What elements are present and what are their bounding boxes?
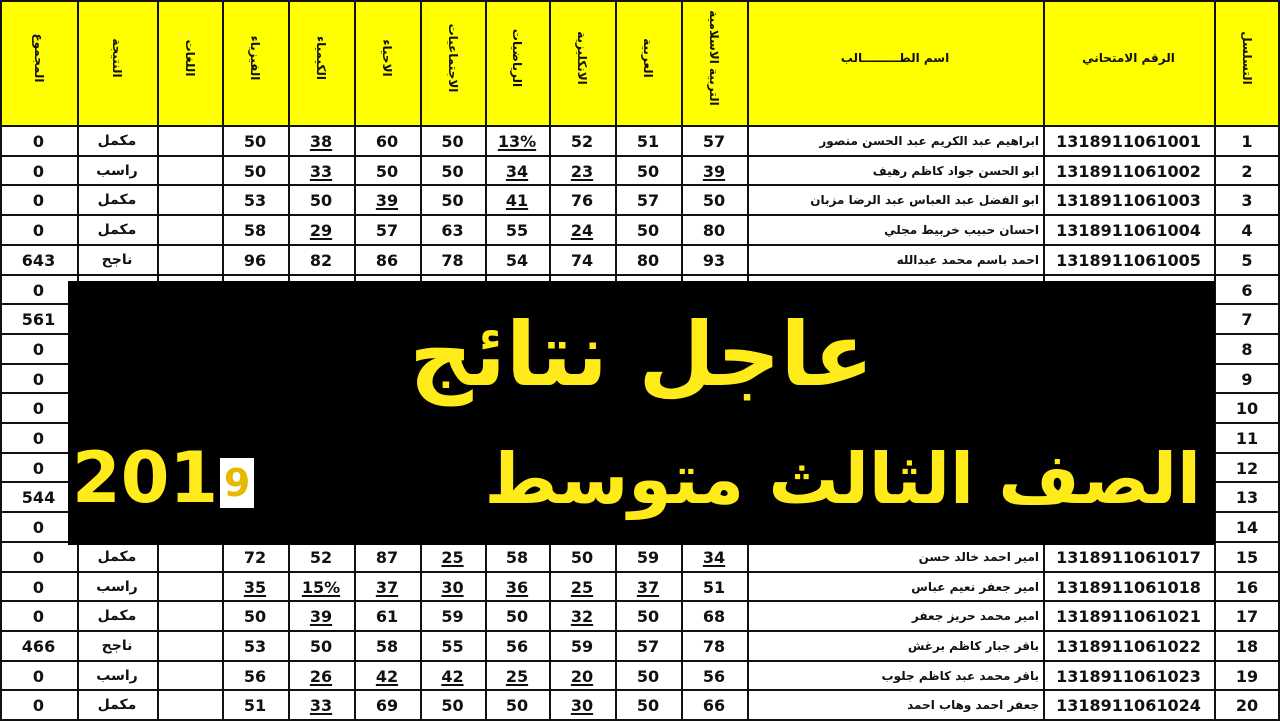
cell-chemistry: 38 <box>309 132 333 151</box>
cell-seq: 8 <box>1241 340 1253 359</box>
cell-result: راسب <box>96 579 138 595</box>
cell-math: 50 <box>505 696 529 715</box>
cell-social: 50 <box>441 191 464 210</box>
header-label-seq: التسلسل <box>1240 31 1254 85</box>
cell-name: امير محمد حريز جعفر <box>911 609 1039 623</box>
cell-islamic: 39 <box>702 162 726 181</box>
cell-result: مكمل <box>97 697 137 713</box>
cell-seq: 7 <box>1241 310 1253 329</box>
cell-exam_no: 1318911061001 <box>1056 132 1201 151</box>
cell-social: 59 <box>441 607 464 626</box>
cell-exam_no: 1318911061002 <box>1056 162 1201 181</box>
cell-social: 78 <box>441 251 464 270</box>
cell-arabic: 59 <box>636 548 660 567</box>
cell-name: جعفر احمد وهاب احمد <box>907 698 1039 712</box>
cell-english: 76 <box>570 191 594 210</box>
header-label-islamic: التربية الاسلامية <box>707 10 721 106</box>
cell-total: 0 <box>32 548 45 567</box>
header-label-social: الاجتماعيات <box>445 23 460 93</box>
cell-result: مكمل <box>97 608 137 624</box>
cell-arabic: 50 <box>636 696 660 715</box>
cell-result: راسب <box>96 668 138 684</box>
cell-total: 0 <box>32 399 45 418</box>
cell-physics: 72 <box>243 548 267 567</box>
cell-english: 74 <box>570 251 594 270</box>
cell-seq: 1 <box>1241 132 1253 151</box>
cell-seq: 10 <box>1235 399 1259 418</box>
cell-physics: 51 <box>243 696 267 715</box>
cell-english: 20 <box>570 667 594 686</box>
cell-biology: 57 <box>375 221 399 240</box>
cell-chemistry: 39 <box>309 607 333 626</box>
cell-math: 36 <box>505 578 529 597</box>
cell-islamic: 51 <box>702 578 726 597</box>
cell-social: 50 <box>441 132 464 151</box>
cell-arabic: 57 <box>636 637 660 656</box>
cell-name: احمد باسم محمد عبدالله <box>896 253 1039 267</box>
cell-physics: 50 <box>243 607 267 626</box>
cell-name: ابو الفضل عبد العباس عبد الرضا مزبان <box>810 193 1039 207</box>
cell-languages <box>157 157 222 186</box>
cell-biology: 58 <box>375 637 399 656</box>
cell-seq: 16 <box>1235 578 1259 597</box>
cell-result: مكمل <box>97 133 137 149</box>
cell-physics: 96 <box>243 251 267 270</box>
cell-islamic: 50 <box>702 191 726 210</box>
cell-result: راسب <box>96 163 138 179</box>
cell-arabic: 50 <box>636 162 660 181</box>
cell-exam_no: 1318911061023 <box>1056 667 1201 686</box>
cell-name: امير جعفر نعيم عباس <box>911 580 1039 594</box>
cell-math: 55 <box>505 221 529 240</box>
cell-total: 0 <box>32 607 45 626</box>
cell-languages <box>157 602 222 631</box>
cell-social: 30 <box>441 578 464 597</box>
cell-result: ناجح <box>101 638 133 654</box>
cell-islamic: 56 <box>702 667 726 686</box>
cell-arabic: 50 <box>636 607 660 626</box>
cell-social: 42 <box>441 667 464 686</box>
cell-result: مكمل <box>97 222 137 238</box>
cell-chemistry: 52 <box>309 548 333 567</box>
cell-total: 0 <box>32 162 45 181</box>
header-label-total: المجموع <box>31 33 46 83</box>
cell-seq: 11 <box>1235 429 1259 448</box>
header-label-chemistry: الكيمياء <box>314 35 328 81</box>
cell-total: 0 <box>32 132 45 151</box>
cell-biology: 61 <box>375 607 399 626</box>
cell-seq: 18 <box>1235 637 1259 656</box>
cell-chemistry: 82 <box>309 251 333 270</box>
cell-total: 0 <box>32 459 45 478</box>
cell-physics: 53 <box>243 191 267 210</box>
cell-total: 0 <box>32 578 45 597</box>
cell-islamic: 68 <box>702 607 726 626</box>
cell-languages <box>157 662 222 691</box>
cell-islamic: 78 <box>702 637 726 656</box>
cell-seq: 14 <box>1235 518 1259 537</box>
cell-chemistry: 33 <box>309 162 333 181</box>
header-label-english: الانكليزية <box>575 31 589 85</box>
cell-chemistry: 26 <box>309 667 333 686</box>
cell-total: 0 <box>32 429 45 448</box>
cell-physics: 50 <box>243 162 267 181</box>
cell-physics: 58 <box>243 221 267 240</box>
headline-banner <box>68 281 1215 545</box>
cell-languages <box>157 573 222 602</box>
cell-physics: 50 <box>243 132 267 151</box>
cell-name: احسان حبيب خربيط مجلي <box>884 223 1039 237</box>
header-label-arabic: العربية <box>641 38 655 78</box>
header-label-name: اسم الطـــــــــالب <box>840 51 950 65</box>
cell-total: 544 <box>21 488 56 507</box>
cell-exam_no: 1318911061005 <box>1056 251 1201 270</box>
cell-total: 561 <box>21 310 56 329</box>
cell-name: ابو الحسن جواد كاظم رهيف <box>872 164 1039 178</box>
cell-english: 59 <box>570 637 594 656</box>
header-label-physics: الفيزياء <box>248 35 262 81</box>
cell-math: 56 <box>505 637 529 656</box>
header-label-result: النتيجة <box>110 38 124 78</box>
banner-title: عاجل نتائج <box>409 303 874 406</box>
cell-seq: 2 <box>1241 162 1253 181</box>
cell-arabic: 57 <box>636 191 660 210</box>
header-label-exam_no: الرقم الامتحاني <box>1082 51 1175 65</box>
cell-chemistry: 50 <box>309 191 333 210</box>
cell-seq: 5 <box>1241 251 1253 270</box>
cell-seq: 13 <box>1235 488 1259 507</box>
cell-math: 41 <box>505 191 529 210</box>
cell-social: 50 <box>441 696 464 715</box>
cell-languages <box>157 691 222 720</box>
cell-seq: 19 <box>1235 667 1259 686</box>
banner-year-digits: 201 <box>72 437 219 519</box>
cell-math: 50 <box>505 607 529 626</box>
header-label-math: الرياضيات <box>510 28 524 88</box>
cell-exam_no: 1318911061022 <box>1056 637 1201 656</box>
cell-exam_no: 1318911061017 <box>1056 548 1201 567</box>
cell-english: 25 <box>570 578 594 597</box>
cell-total: 0 <box>32 340 45 359</box>
cell-arabic: 37 <box>636 578 660 597</box>
cell-arabic: 51 <box>636 132 660 151</box>
cell-name: باقر جبار كاظم برغش <box>907 639 1039 653</box>
cell-seq: 6 <box>1241 281 1253 300</box>
banner-subtitle: الصف الثالث متوسط <box>484 438 1201 520</box>
header-label-languages: اللغات <box>182 39 197 77</box>
cell-total: 0 <box>32 696 45 715</box>
cell-total: 0 <box>32 518 45 537</box>
cell-total: 0 <box>32 281 45 300</box>
cell-seq: 3 <box>1241 191 1253 210</box>
cell-biology: 39 <box>375 191 399 210</box>
cell-islamic: 34 <box>702 548 726 567</box>
cell-exam_no: 1318911061004 <box>1056 221 1201 240</box>
cell-chemistry: 33 <box>309 696 333 715</box>
cell-social: 55 <box>441 637 464 656</box>
cell-total: 0 <box>32 191 45 210</box>
cell-english: 52 <box>570 132 594 151</box>
cell-seq: 17 <box>1235 607 1259 626</box>
cell-arabic: 50 <box>636 667 660 686</box>
cell-english: 23 <box>570 162 594 181</box>
cell-social: 25 <box>441 548 464 567</box>
cell-total: 643 <box>21 251 56 270</box>
cell-social: 50 <box>441 162 464 181</box>
banner-year-last-digit: 9 <box>220 458 254 508</box>
cell-islamic: 57 <box>702 132 726 151</box>
cell-arabic: 80 <box>636 251 660 270</box>
cell-name: باقر محمد عبد كاظم جلوب <box>881 669 1039 683</box>
cell-math: 58 <box>505 548 529 567</box>
cell-languages <box>157 127 222 156</box>
cell-biology: 87 <box>375 548 399 567</box>
cell-islamic: 66 <box>702 696 726 715</box>
cell-english: 50 <box>570 548 594 567</box>
cell-seq: 20 <box>1235 696 1259 715</box>
cell-physics: 35 <box>243 578 267 597</box>
cell-result: ناجح <box>101 252 133 268</box>
header-label-biology: الاحياء <box>380 39 394 77</box>
cell-result: مكمل <box>97 192 137 208</box>
cell-seq: 15 <box>1235 548 1259 567</box>
cell-biology: 50 <box>375 162 399 181</box>
cell-total: 0 <box>32 221 45 240</box>
cell-physics: 53 <box>243 637 267 656</box>
cell-math: 54 <box>505 251 529 270</box>
cell-biology: 42 <box>375 667 399 686</box>
grid-hline <box>0 0 1280 2</box>
cell-total: 0 <box>32 370 45 389</box>
cell-math: 34 <box>505 162 529 181</box>
cell-biology: 69 <box>375 696 399 715</box>
cell-languages <box>157 216 222 245</box>
cell-exam_no: 1318911061018 <box>1056 578 1201 597</box>
cell-islamic: 93 <box>702 251 726 270</box>
banner-year <box>72 433 256 523</box>
cell-english: 30 <box>570 696 594 715</box>
cell-languages <box>157 186 222 215</box>
cell-seq: 4 <box>1241 221 1253 240</box>
cell-english: 32 <box>570 607 594 626</box>
cell-languages <box>157 632 222 661</box>
cell-arabic: 50 <box>636 221 660 240</box>
cell-islamic: 80 <box>702 221 726 240</box>
cell-english: 24 <box>570 221 594 240</box>
cell-chemistry: 29 <box>309 221 333 240</box>
cell-social: 63 <box>441 221 464 240</box>
cell-exam_no: 1318911061021 <box>1056 607 1201 626</box>
cell-chemistry: 50 <box>309 637 333 656</box>
cell-biology: 86 <box>375 251 399 270</box>
cell-languages <box>157 246 222 275</box>
cell-total: 0 <box>32 667 45 686</box>
cell-languages <box>157 543 222 572</box>
cell-math: 25 <box>505 667 529 686</box>
cell-seq: 12 <box>1235 459 1259 478</box>
cell-seq: 9 <box>1241 370 1253 389</box>
cell-exam_no: 1318911061024 <box>1056 696 1201 715</box>
cell-physics: 56 <box>243 667 267 686</box>
cell-chemistry: 15% <box>301 578 341 597</box>
cell-total: 466 <box>21 637 56 656</box>
cell-math: 13% <box>497 132 537 151</box>
cell-biology: 37 <box>375 578 399 597</box>
cell-biology: 60 <box>375 132 399 151</box>
cell-name: امير احمد خالد حسن <box>918 550 1039 564</box>
cell-result: مكمل <box>97 549 137 565</box>
cell-exam_no: 1318911061003 <box>1056 191 1201 210</box>
cell-name: ابراهيم عبد الكريم عبد الحسن منصور <box>819 134 1039 148</box>
